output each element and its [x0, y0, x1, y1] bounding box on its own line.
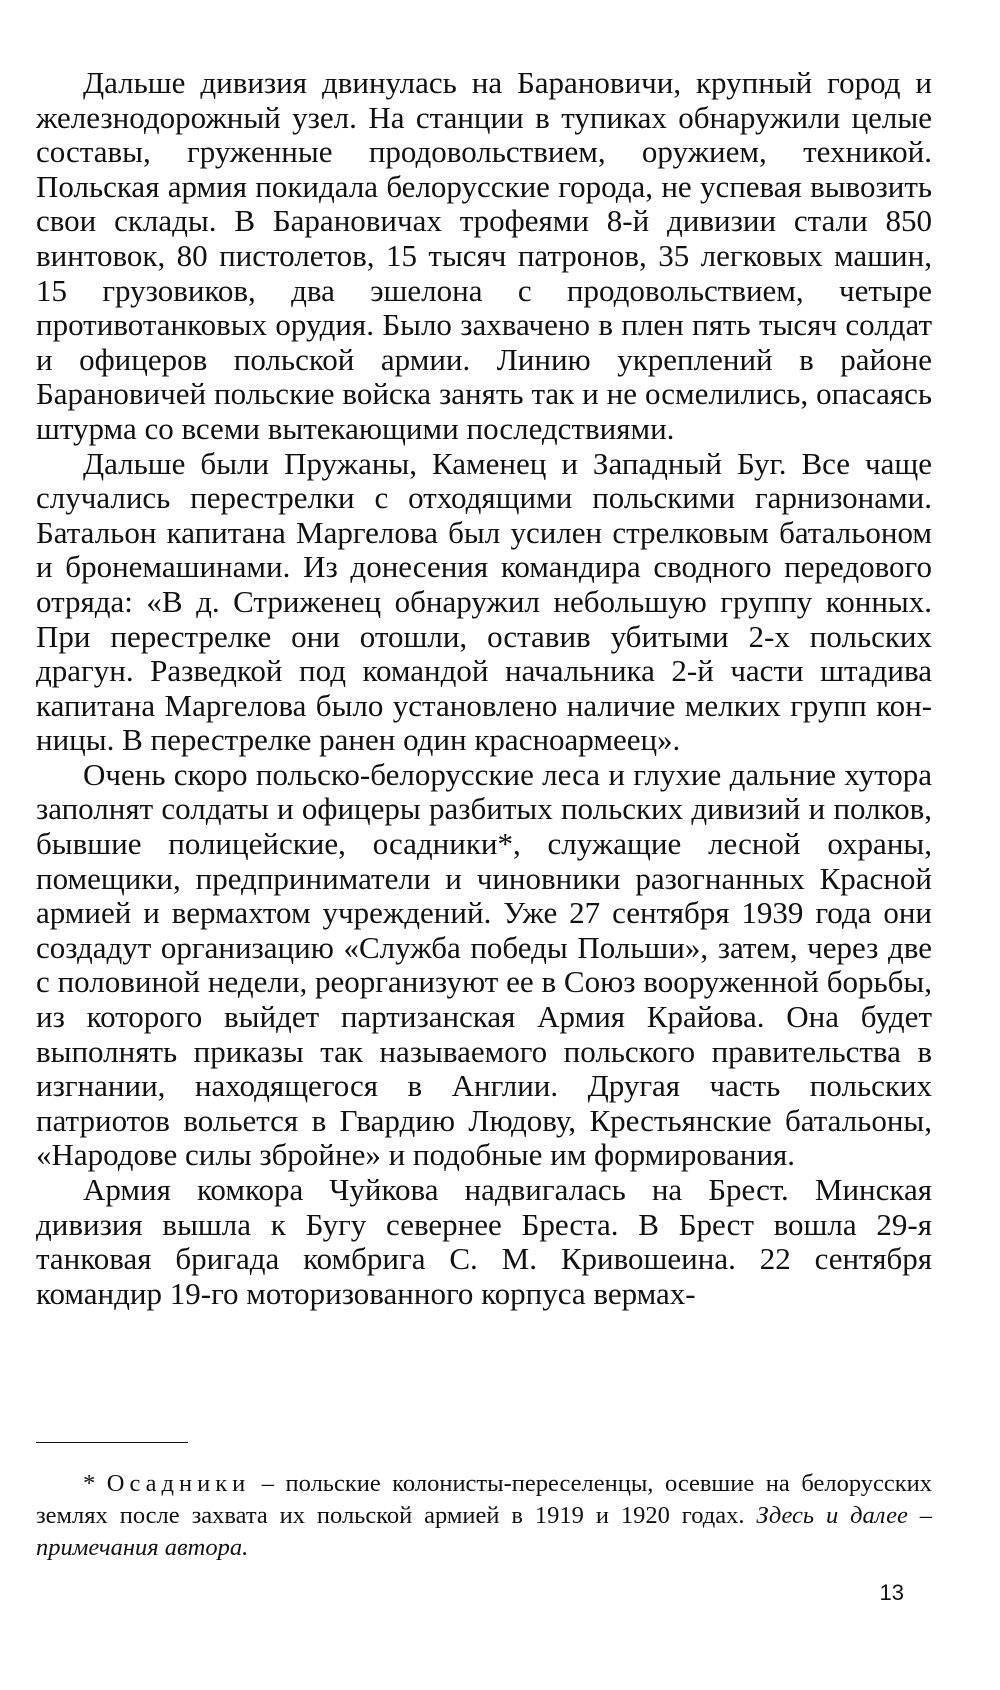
paragraph-1: Дальше дивизия двинулась на Барановичи, крупный город и железнодорожный узел. На станции в тупиках обнаружили целые составы, груженные продовольствием, оружием, техникой. Польская армия покидала белорусские города, не успевая вывозить свои склады. В Барановичах трофеями 8-й дивизии стали 850 винтовок, 80 пистолетов, 15 тысяч патронов, 35 легковых машин, 15 грузовиков, два эшелона с продовольствием, четыре противотанковых орудия. Было захвачено в плен пять тысяч солдат и офицеров польской армии. Линию укреплений в районе Барановичей польские войска занять так и не осмелились, опасаясь штурма со всеми вытекающими последствиями. — [36, 65, 932, 446]
main-text — [36, 66, 932, 1311]
footnote-divider — [36, 1442, 188, 1443]
footnote-term: Осадники — [106, 1470, 251, 1497]
footnote-text: – польские колонисты-переселенцы, осевшие на белорусских землях после захвата их польской армией в 1919 и 1920 годах. — [36, 1470, 933, 1529]
paragraph-4: Армия комкора Чуйкова надвигалась на Брест. Минская дивизия вышла к Бугу севернее Бреста. В Брест вошла 29-я танковая бригада комбрига С. М. Кривошеина. 22 сентября командир 19-го моторизованного корпуса вермах- — [36, 1172, 932, 1311]
footnote — [36, 1468, 932, 1564]
footnote-marker: * — [83, 1470, 96, 1497]
paragraph-2: Дальше были Пружаны, Каменец и Западный Буг. Все чаще случались перестрелки с отходящими польскими гарнизонами. Батальон капитана Маргелова был усилен стрелковым батальоном и бронемашинами. Из донесения командира сводного передового отряда: «В д. Стриженец обнаружил небольшую группу конных. При перестрелке они отошли, оставив убитыми 2-х польских драгун. Разведкой под командой начальника 2-й части штадива капитана Маргелова было установлено наличие мелких групп конницы. В перестрелке ранен один красноармеец». — [36, 445, 932, 758]
page-number: 13 — [879, 1580, 904, 1605]
footnote-author-note: Здесь и далее – примечания автора. — [36, 1502, 932, 1561]
paragraph-3: Очень скоро польско-белорусские леса и глухие дальние хутора заполнят солдаты и офицеры разбитых польских дивизий и полков, бывшие полицейские, осадники*, служащие лесной охраны, помещики, предприниматели и чиновники разогнанных Красной армией и вермахтом учреждений. Уже 27 сентября 1939 года они создадут организацию «Служба победы Польши», затем, через две с половиной недели, реорганизуют ее в Союз вооруженной борьбы, из которого выйдет партизанская Армия Крайова. Она будет выполнять приказы так называемого польского правительства в изгнании, находящегося в Англии. Другая часть польских патриотов вольется в Гвардию Людову, Крестьянские батальоны, «Народове силы збройне» и подобные им формирования. — [36, 756, 932, 1173]
